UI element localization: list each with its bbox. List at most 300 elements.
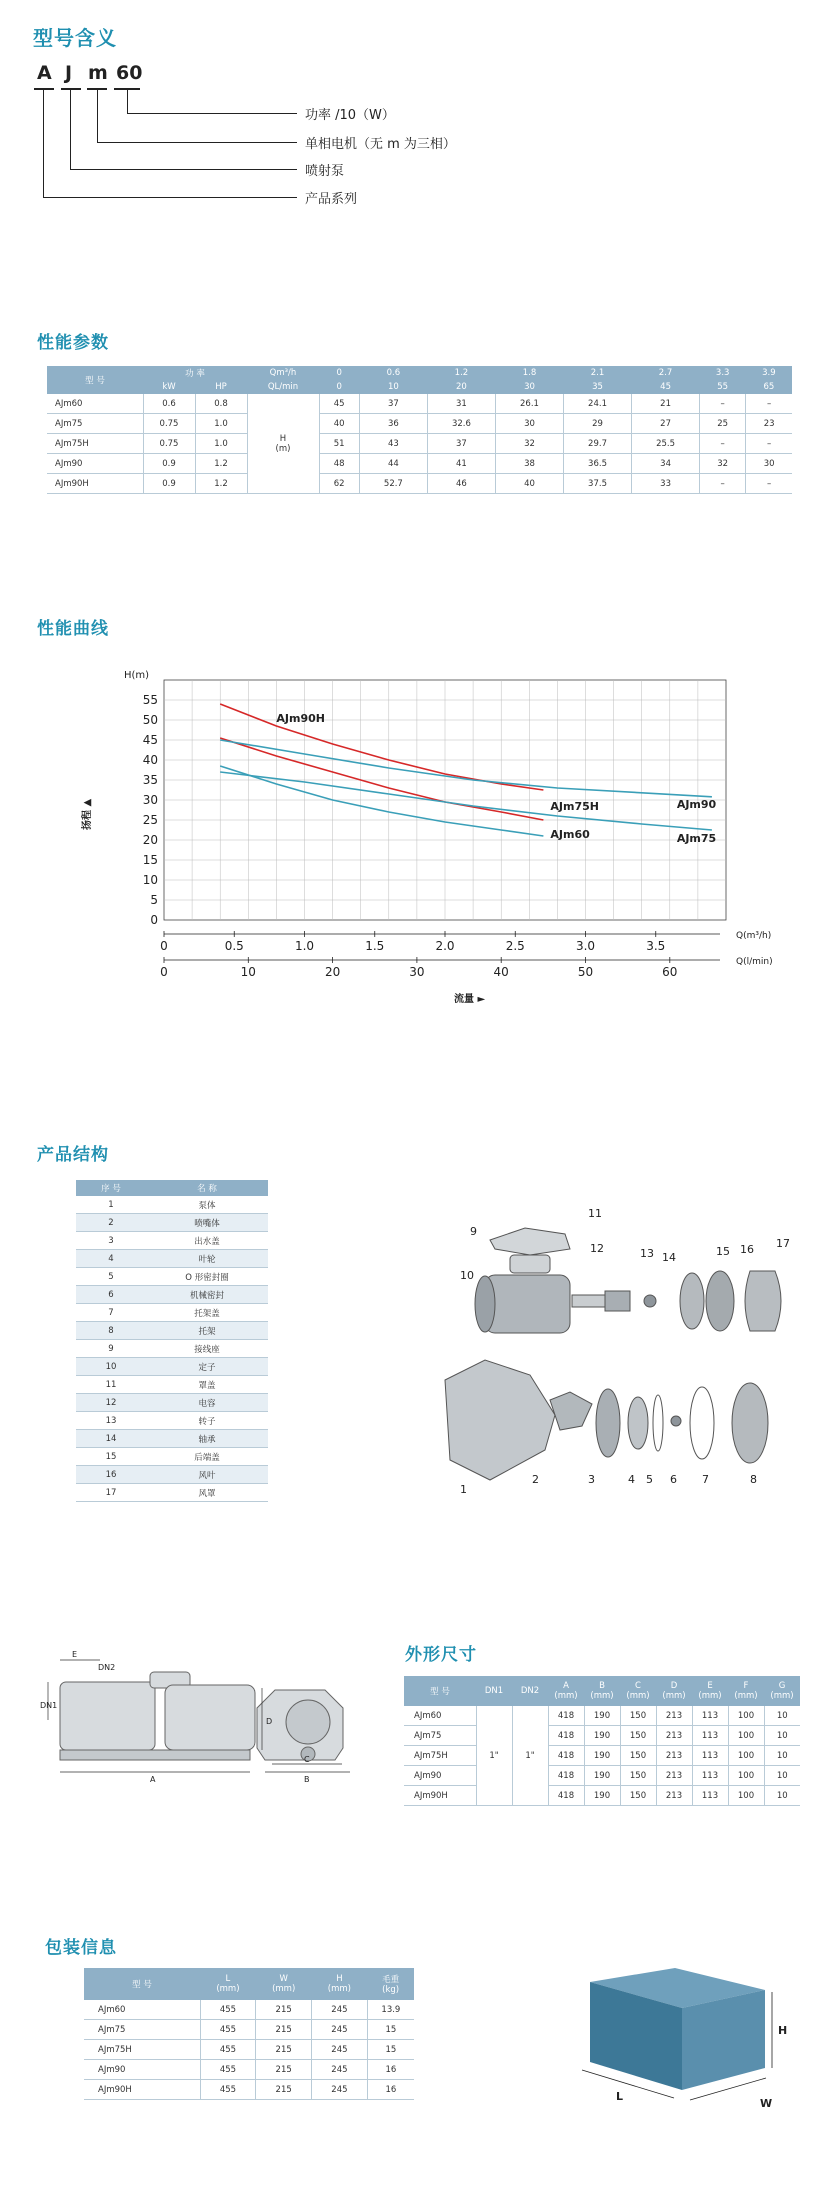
- dim-label-d: D: [266, 1717, 273, 1726]
- dim-header-text: D: [670, 1681, 678, 1691]
- perf-head-value: 23: [746, 414, 792, 434]
- table-row: [76, 1196, 268, 1214]
- perf-head-value: 27: [632, 414, 700, 434]
- series-label: AJm90: [676, 798, 717, 811]
- dim-value: 150: [620, 1726, 656, 1746]
- box-label-l: L: [616, 2090, 624, 2103]
- dim-dn2: 1": [512, 1706, 548, 1806]
- perf-head-value: 32: [700, 454, 746, 474]
- performance-title: 性能参数: [37, 333, 109, 353]
- dim-header-unit: (mm): [590, 1691, 614, 1701]
- struct-no: 2: [76, 1214, 146, 1232]
- dim-value: 113: [692, 1706, 728, 1726]
- part-callout: 8: [750, 1473, 757, 1486]
- part-callout: 4: [628, 1473, 635, 1486]
- dim-label-e: E: [72, 1650, 78, 1659]
- struct-name: 托架盖: [146, 1304, 268, 1322]
- dim-label-a: A: [150, 1775, 156, 1784]
- x1-tick-label: 3.5: [646, 939, 666, 953]
- struct-no: 6: [76, 1286, 146, 1304]
- perf-head-value: –: [746, 394, 792, 414]
- perf-head-value: 37: [427, 434, 495, 454]
- packing-title: 包装信息: [45, 1938, 117, 1958]
- struct-h-no: 序 号: [76, 1180, 146, 1196]
- perf-hp: 1.2: [195, 454, 247, 474]
- perf-head-value: 29.7: [564, 434, 632, 454]
- series-label: AJm75: [676, 832, 717, 845]
- box-label-h: H: [778, 2024, 788, 2037]
- model-letter-60: 60: [116, 62, 143, 84]
- dim-value: 213: [656, 1746, 692, 1766]
- dim-label-c: C: [304, 1755, 310, 1764]
- perf-h-model: 型 号: [47, 366, 143, 394]
- perf-ql-3: 30: [495, 380, 563, 394]
- struct-name: O 形密封圈: [146, 1268, 268, 1286]
- box-label-w: W: [760, 2097, 773, 2110]
- dim-value: 190: [584, 1706, 620, 1726]
- model-label-series: 产品系列: [305, 192, 358, 207]
- model-label-phase: 单相电机（无 m 为三相）: [305, 137, 456, 152]
- dim-header-text: 型 号: [430, 1687, 450, 1697]
- table-row: [76, 1286, 268, 1304]
- table-row: [76, 1304, 268, 1322]
- dim-value: 190: [584, 1766, 620, 1786]
- pack-header-unit: (kg): [382, 1985, 400, 1995]
- dim-value: 100: [728, 1706, 764, 1726]
- x1-tick-label: 2.0: [435, 939, 455, 953]
- dim-model: AJm60: [404, 1706, 476, 1726]
- outline-drawing: [40, 1650, 380, 1800]
- perf-head-value: 36.5: [564, 454, 632, 474]
- perf-head-value: 38: [495, 454, 563, 474]
- dim-value: 113: [692, 1766, 728, 1786]
- dim-value: 213: [656, 1706, 692, 1726]
- x2-tick-label: 60: [662, 965, 678, 979]
- structure-table: [76, 1180, 268, 1502]
- perf-head-value: 48: [319, 454, 359, 474]
- packing-table: [84, 1968, 414, 2100]
- pack-value: 245: [312, 2020, 368, 2040]
- perf-kw: 0.9: [143, 454, 195, 474]
- perf-kw: 0.75: [143, 414, 195, 434]
- table-row: [84, 2080, 414, 2100]
- perf-kw: 0.9: [143, 474, 195, 494]
- curves-title: 性能曲线: [37, 619, 109, 639]
- y-tick-label: 0: [150, 913, 158, 927]
- y-tick-label: 40: [142, 753, 158, 767]
- struct-no: 9: [76, 1340, 146, 1358]
- pack-header: [256, 1968, 312, 2000]
- series-label: AJm60: [550, 828, 590, 841]
- y-tick-label: 55: [142, 693, 158, 707]
- y-tick-label: 50: [142, 713, 158, 727]
- exploded-view-drawing: [430, 1195, 810, 1500]
- table-row: [84, 2040, 414, 2060]
- x2-tick-label: 30: [409, 965, 425, 979]
- dim-header-text: G: [778, 1681, 786, 1691]
- perf-head-value: 41: [427, 454, 495, 474]
- pack-header-text: H: [336, 1974, 343, 1984]
- dim-model: AJm90: [404, 1766, 476, 1786]
- perf-ql-4: 35: [564, 380, 632, 394]
- struct-no: 3: [76, 1232, 146, 1250]
- perf-qm-0: 0: [319, 366, 359, 380]
- dim-value: 10: [764, 1786, 800, 1806]
- perf-head-value: 25: [700, 414, 746, 434]
- dim-value: 150: [620, 1766, 656, 1786]
- dim-value: 418: [548, 1746, 584, 1766]
- perf-head-value: –: [746, 434, 792, 454]
- pack-value: 16: [367, 2060, 414, 2080]
- struct-no: 11: [76, 1376, 146, 1394]
- x2-tick-label: 40: [493, 965, 509, 979]
- struct-name: 轴承: [146, 1430, 268, 1448]
- perf-head-value: 37: [359, 394, 427, 414]
- dim-header-text: A: [563, 1681, 569, 1691]
- struct-name: 定子: [146, 1358, 268, 1376]
- dim-value: 100: [728, 1766, 764, 1786]
- y-axis-title: 扬程 ▲: [82, 798, 93, 830]
- dim-header-text: DN1: [484, 1686, 504, 1696]
- table-row: [76, 1322, 268, 1340]
- struct-name: 后端盖: [146, 1448, 268, 1466]
- table-row: [47, 434, 792, 454]
- dim-header-unit: (mm): [734, 1691, 758, 1701]
- model-letter-j: J: [65, 62, 73, 84]
- dim-dn1: 1": [476, 1706, 512, 1806]
- perf-kw: 0.6: [143, 394, 195, 414]
- dim-model: AJm75: [404, 1726, 476, 1746]
- dim-model: AJm75H: [404, 1746, 476, 1766]
- struct-name: 喷嘴体: [146, 1214, 268, 1232]
- table-row: [76, 1214, 268, 1232]
- table-row: [47, 454, 792, 474]
- perf-head-value: 30: [495, 414, 563, 434]
- perf-head-value: –: [746, 474, 792, 494]
- pack-model: AJm75: [84, 2020, 200, 2040]
- dim-label-b: B: [304, 1775, 310, 1784]
- perf-h-hp: HP: [195, 380, 247, 394]
- part-callout: 9: [470, 1225, 477, 1238]
- dim-header: [404, 1676, 476, 1706]
- dim-value: 100: [728, 1746, 764, 1766]
- perf-head-value: 40: [495, 474, 563, 494]
- part-callout: 16: [740, 1243, 754, 1256]
- x-axis-title: 流量 ►: [454, 994, 486, 1005]
- pack-value: 455: [200, 2020, 256, 2040]
- pack-value: 15: [367, 2020, 414, 2040]
- packing-box-drawing: [560, 1960, 800, 2120]
- part-callout: 13: [640, 1247, 654, 1260]
- x1-tick-label: 3.0: [575, 939, 596, 953]
- table-row: [84, 2000, 414, 2020]
- pack-header-text: 型 号: [132, 1980, 152, 1990]
- table-row: [76, 1250, 268, 1268]
- table-row: [76, 1232, 268, 1250]
- part-callout: 6: [670, 1473, 677, 1486]
- y-tick-label: 30: [142, 793, 158, 807]
- table-row: [76, 1376, 268, 1394]
- perf-h-kw: kW: [143, 380, 195, 394]
- struct-name: 电容: [146, 1394, 268, 1412]
- dim-value: 150: [620, 1706, 656, 1726]
- perf-h-unit: H (m): [247, 394, 319, 494]
- table-row: [76, 1394, 268, 1412]
- part-callout: 15: [716, 1245, 730, 1258]
- pack-value: 245: [312, 2040, 368, 2060]
- x1-tick-label: 0: [160, 939, 168, 953]
- perf-head-value: 26.1: [495, 394, 563, 414]
- model-label-jet: 喷射泵: [305, 164, 345, 179]
- part-callout: 10: [460, 1269, 474, 1282]
- table-row: [47, 394, 792, 414]
- perf-head-value: 31: [427, 394, 495, 414]
- pack-value: 245: [312, 2000, 368, 2020]
- perf-head-value: 32: [495, 434, 563, 454]
- y-tick-label: 35: [142, 773, 158, 787]
- performance-table: [47, 366, 792, 494]
- dim-value: 10: [764, 1726, 800, 1746]
- pack-value: 455: [200, 2060, 256, 2080]
- dim-value: 150: [620, 1746, 656, 1766]
- x1-tick-label: 1.0: [294, 939, 315, 953]
- perf-head-value: 21: [632, 394, 700, 414]
- perf-model: AJm75: [47, 414, 143, 434]
- perf-head-value: 29: [564, 414, 632, 434]
- x2-tick-label: 0: [160, 965, 168, 979]
- struct-no: 14: [76, 1430, 146, 1448]
- perf-head-value: 46: [427, 474, 495, 494]
- pack-header-text: 毛重: [382, 1975, 400, 1985]
- perf-model: AJm90H: [47, 474, 143, 494]
- pack-value: 245: [312, 2080, 368, 2100]
- perf-head-value: 36: [359, 414, 427, 434]
- pack-value: 215: [256, 2080, 312, 2100]
- table-row: [404, 1746, 800, 1766]
- dim-header-text: F: [743, 1681, 749, 1691]
- pack-value: 16: [367, 2080, 414, 2100]
- dim-value: 113: [692, 1726, 728, 1746]
- table-row: [76, 1448, 268, 1466]
- table-row: [76, 1268, 268, 1286]
- table-row: [84, 2060, 414, 2080]
- perf-kw: 0.75: [143, 434, 195, 454]
- dim-value: 190: [584, 1786, 620, 1806]
- perf-h-qm: Qm³/h: [247, 366, 319, 380]
- performance-chart: [60, 665, 773, 1055]
- perf-head-value: 52.7: [359, 474, 427, 494]
- perf-head-value: 51: [319, 434, 359, 454]
- struct-name: 罩盖: [146, 1376, 268, 1394]
- perf-head-value: 45: [319, 394, 359, 414]
- perf-hp: 0.8: [195, 394, 247, 414]
- dim-header-unit: (mm): [662, 1691, 686, 1701]
- perf-head-value: 37.5: [564, 474, 632, 494]
- structure-title: 产品结构: [37, 1145, 109, 1165]
- perf-model: AJm75H: [47, 434, 143, 454]
- struct-h-name: 名 称: [146, 1180, 268, 1196]
- model-letter-m: m: [88, 62, 108, 84]
- struct-name: 托架: [146, 1322, 268, 1340]
- perf-hp: 1.0: [195, 434, 247, 454]
- struct-name: 风叶: [146, 1466, 268, 1484]
- perf-head-value: –: [700, 394, 746, 414]
- perf-head-value: 43: [359, 434, 427, 454]
- perf-qm-5: 2.7: [632, 366, 700, 380]
- pack-value: 215: [256, 2040, 312, 2060]
- struct-no: 7: [76, 1304, 146, 1322]
- perf-head-value: 34: [632, 454, 700, 474]
- perf-head-value: 32.6: [427, 414, 495, 434]
- dim-header-text: C: [635, 1681, 641, 1691]
- dim-header: [728, 1676, 764, 1706]
- dim-header-unit: (mm): [626, 1691, 650, 1701]
- perf-head-value: 33: [632, 474, 700, 494]
- perf-hp: 1.2: [195, 474, 247, 494]
- table-row: [76, 1358, 268, 1376]
- dim-header-text: E: [707, 1681, 713, 1691]
- perf-qm-7: 3.9: [746, 366, 792, 380]
- table-row: [76, 1466, 268, 1484]
- perf-hp: 1.0: [195, 414, 247, 434]
- x2-tick-label: 50: [577, 965, 594, 979]
- perf-qm-6: 3.3: [700, 366, 746, 380]
- dim-value: 190: [584, 1726, 620, 1746]
- x1-tick-label: 0.5: [224, 939, 244, 953]
- dim-header-text: B: [599, 1681, 605, 1691]
- dim-value: 190: [584, 1746, 620, 1766]
- y-tick-label: 5: [150, 893, 158, 907]
- dim-value: 418: [548, 1706, 584, 1726]
- dim-value: 100: [728, 1726, 764, 1746]
- pack-model: AJm60: [84, 2000, 200, 2020]
- table-row: [76, 1430, 268, 1448]
- struct-no: 15: [76, 1448, 146, 1466]
- pack-value: 215: [256, 2020, 312, 2040]
- pack-header-unit: (mm): [272, 1984, 296, 1994]
- model-meaning-title: 型号含义: [33, 26, 117, 50]
- model-letter-a: A: [37, 62, 52, 84]
- part-callout: 14: [662, 1251, 676, 1264]
- part-callout: 12: [590, 1242, 604, 1255]
- pack-header-unit: (mm): [327, 1984, 351, 1994]
- part-callout: 7: [702, 1473, 709, 1486]
- part-callout: 17: [776, 1237, 790, 1250]
- pack-model: AJm75H: [84, 2040, 200, 2060]
- perf-qm-3: 1.8: [495, 366, 563, 380]
- x2-tick-label: 10: [240, 965, 256, 979]
- y-tick-label: 20: [142, 833, 158, 847]
- struct-name: 风罩: [146, 1484, 268, 1502]
- perf-h-ql: QL/min: [247, 380, 319, 394]
- dim-header: [548, 1676, 584, 1706]
- dim-header: [512, 1676, 548, 1706]
- table-row: [76, 1412, 268, 1430]
- struct-no: 13: [76, 1412, 146, 1430]
- dim-header: [620, 1676, 656, 1706]
- struct-no: 17: [76, 1484, 146, 1502]
- dim-value: 113: [692, 1786, 728, 1806]
- table-row: [84, 2020, 414, 2040]
- dim-value: 213: [656, 1766, 692, 1786]
- struct-name: 出水盖: [146, 1232, 268, 1250]
- pack-value: 215: [256, 2000, 312, 2020]
- dim-value: 10: [764, 1766, 800, 1786]
- dim-header: [584, 1676, 620, 1706]
- perf-h-power: 功 率: [143, 366, 247, 380]
- perf-head-value: 40: [319, 414, 359, 434]
- part-callout: 5: [646, 1473, 653, 1486]
- y-tick-label: 45: [142, 733, 158, 747]
- table-row: [404, 1706, 800, 1726]
- pack-value: 455: [200, 2080, 256, 2100]
- struct-name: 泵体: [146, 1196, 268, 1214]
- perf-qm-4: 2.1: [564, 366, 632, 380]
- struct-name: 叶轮: [146, 1250, 268, 1268]
- pack-value: 15: [367, 2040, 414, 2060]
- struct-no: 5: [76, 1268, 146, 1286]
- perf-head-value: –: [700, 434, 746, 454]
- dim-value: 418: [548, 1766, 584, 1786]
- struct-no: 10: [76, 1358, 146, 1376]
- y-tick-label: 25: [142, 813, 158, 827]
- struct-no: 12: [76, 1394, 146, 1412]
- dim-header-unit: (mm): [770, 1691, 794, 1701]
- perf-ql-0: 0: [319, 380, 359, 394]
- dim-value: 213: [656, 1786, 692, 1806]
- part-callout: 2: [532, 1473, 539, 1486]
- y-tick-label: 10: [142, 873, 158, 887]
- struct-no: 8: [76, 1322, 146, 1340]
- struct-no: 16: [76, 1466, 146, 1484]
- pack-header-text: W: [279, 1974, 288, 1984]
- perf-model: AJm90: [47, 454, 143, 474]
- perf-model: AJm60: [47, 394, 143, 414]
- dim-value: 113: [692, 1746, 728, 1766]
- perf-ql-1: 10: [359, 380, 427, 394]
- struct-no: 4: [76, 1250, 146, 1268]
- x1-axis-label: Q(m³/h): [736, 931, 772, 941]
- dim-value: 10: [764, 1706, 800, 1726]
- dim-header: [656, 1676, 692, 1706]
- pack-header: [312, 1968, 368, 2000]
- dim-model: AJm90H: [404, 1786, 476, 1806]
- table-row: [76, 1340, 268, 1358]
- part-callout: 3: [588, 1473, 595, 1486]
- table-row: [47, 414, 792, 434]
- series-label: AJm90H: [276, 712, 325, 725]
- perf-head-value: 62: [319, 474, 359, 494]
- dim-value: 100: [728, 1786, 764, 1806]
- y-axis-label: H(m): [124, 670, 150, 681]
- pack-value: 245: [312, 2060, 368, 2080]
- part-callout: 11: [588, 1207, 602, 1220]
- pack-value: 215: [256, 2060, 312, 2080]
- dim-value: 213: [656, 1726, 692, 1746]
- pack-model: AJm90: [84, 2060, 200, 2080]
- pack-model: AJm90H: [84, 2080, 200, 2100]
- x2-axis-label: Q(l/min): [736, 957, 773, 967]
- table-row: [404, 1786, 800, 1806]
- pack-value: 455: [200, 2040, 256, 2060]
- perf-head-value: 30: [746, 454, 792, 474]
- perf-ql-2: 20: [427, 380, 495, 394]
- pack-value: 455: [200, 2000, 256, 2020]
- x2-tick-label: 20: [324, 965, 341, 979]
- dim-header: [764, 1676, 800, 1706]
- struct-name: 转子: [146, 1412, 268, 1430]
- dim-value: 10: [764, 1746, 800, 1766]
